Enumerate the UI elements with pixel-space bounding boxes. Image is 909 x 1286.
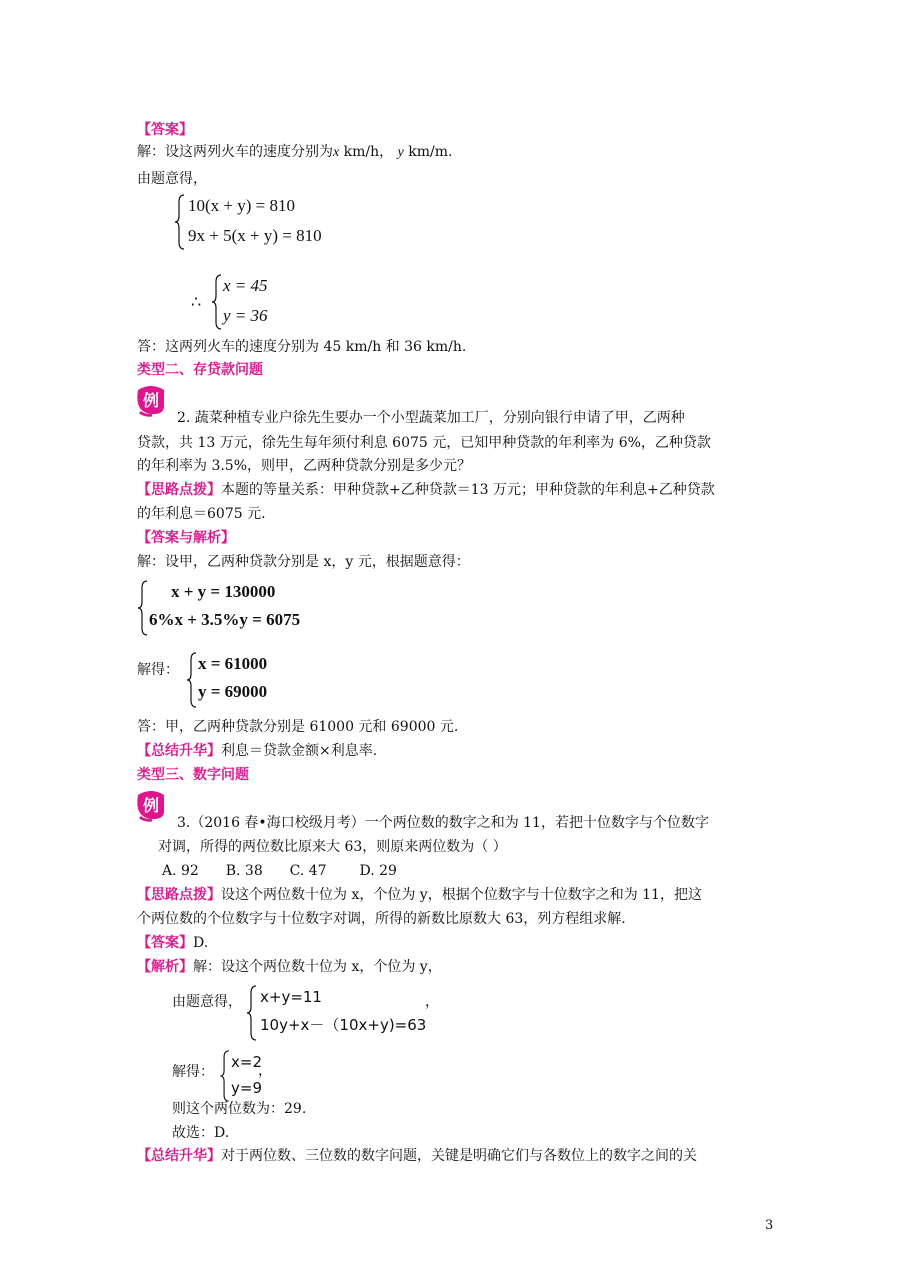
equation-3a: x+y=11: [260, 988, 322, 1006]
equation-2: 9x + 5(x + y) = 810: [188, 226, 322, 245]
var-x: x: [333, 145, 340, 160]
analysis-tag: 【解析】: [137, 959, 193, 975]
solution-system-2: [186, 650, 306, 710]
problem2-line2: 贷款，共 13 万元，徐先生每年须付利息 6075 元，已知甲种贷款的年利率为 6%，乙种贷款: [137, 435, 711, 451]
summary-text: 利息＝贷款金额×利息率.: [221, 743, 378, 759]
equation-3b: 10y+x－（10x+y)=63: [260, 1016, 427, 1034]
hint-text: 设这个两位数十位为 x，个位为 y，根据个位数字与十位数字之和为 11，把这: [221, 887, 702, 903]
left-brace-icon: [174, 194, 186, 250]
example-badge-icon: [134, 384, 168, 418]
conclusion-1: 答：这两列火车的速度分别为 45 km/h 和 36 km/h.: [137, 339, 467, 355]
problem2-line1: 2. 蔬菜种植专业户徐先生要办一个小型蔬菜加工厂，分别向银行申请了甲，乙两种: [177, 410, 685, 426]
answer-tag: 【答案】: [137, 935, 193, 951]
option-d: D. 29: [359, 863, 397, 879]
hint3-line2: 个两位数的个位数字与十位数字对调，所得的新数比原数大 63，列方程组求解.: [137, 911, 626, 927]
var-y: y: [397, 145, 404, 160]
hint-tag: 【思路点拨】: [137, 482, 221, 498]
left-brace-icon: [219, 1050, 231, 1102]
badge-label: 例: [142, 796, 160, 815]
hint2-line1: [137, 481, 715, 499]
problem2-line3: 的年利率为 3.5%，则甲，乙两种贷款分别是多少元？: [137, 458, 472, 474]
option-b: B. 38: [225, 863, 263, 879]
solution-system-1: [211, 272, 311, 332]
equation-2b: 6%x + 3.5%y = 6075: [149, 610, 301, 629]
unit-x: km/h，: [339, 144, 394, 160]
left-brace-icon: [137, 580, 149, 636]
left-brace-icon: [186, 652, 198, 708]
summary-text: 对于两位数、三位数的数字问题，关键是明确它们与各数位上的数字之间的关: [221, 1148, 697, 1164]
summary3-line: [137, 1147, 697, 1165]
solution-comma: ，: [258, 1063, 272, 1079]
equation-system-3: [246, 983, 446, 1043]
problem3-line1: 3.（2016 春•海口校级月考）一个两位数的数字之和为 11，若把十位数字与个位数字: [177, 815, 709, 831]
solved-label-3: 解得：: [172, 1064, 214, 1080]
equation-1: 10(x + y) = 810: [188, 196, 295, 215]
solution-3x: x=2: [231, 1053, 262, 1071]
summary-tag: 【总结升华】: [137, 1148, 221, 1164]
equation-comma: ，: [425, 994, 439, 1010]
page-number: 3: [765, 1218, 774, 1233]
hint-text: 本题的等量关系：甲种贷款+乙种贷款＝13 万元；甲种贷款的年利息+乙种贷款: [221, 482, 715, 498]
therefore-symbol: ∴: [191, 292, 202, 311]
badge-label: 例: [142, 391, 160, 410]
answer-tag: 【答案】: [137, 122, 193, 138]
answer-text: D.: [193, 935, 209, 951]
intent-text: 由题意得，: [137, 171, 207, 187]
left-brace-icon: [246, 985, 258, 1041]
options-row: [162, 862, 397, 880]
solution-3y: y=9: [231, 1079, 262, 1097]
solution-x: x = 45: [223, 276, 268, 295]
summary-tag: 【总结升华】: [137, 743, 221, 759]
solved-label-2: 解得：: [137, 662, 179, 678]
unit-y: km/m.: [403, 144, 453, 160]
solution-y: y = 36: [223, 306, 268, 325]
option-c: C. 47: [289, 863, 327, 879]
solve-prefix: 解：设这两列火车的速度分别为: [137, 144, 333, 160]
example-badge-icon: [134, 789, 168, 823]
section-heading-type2: 类型二、存贷款问题: [137, 362, 263, 378]
hint-tag: 【思路点拨】: [137, 887, 221, 903]
choice-line: 故选：D.: [172, 1125, 230, 1141]
equation-2a: x + y = 130000: [171, 582, 276, 601]
conclusion-2: 答：甲，乙两种贷款分别是 61000 元和 69000 元.: [137, 719, 459, 735]
analysis3-line: [137, 958, 442, 976]
analysis-text: 解：设这个两位数十位为 x，个位为 y，: [193, 959, 442, 975]
hint2-line2: 的年利息＝6075 元.: [137, 506, 266, 522]
equation-system-2: [137, 578, 357, 638]
equation-system-1: [174, 192, 374, 252]
number-line: 则这个两位数为：29.: [172, 1101, 307, 1117]
problem3-line2: 对调，所得的两位数比原来大 63，则原来两位数为（ ）: [158, 839, 507, 855]
left-brace-icon: [211, 274, 223, 330]
solve-line-2: 解：设甲，乙两种贷款分别是 x，y 元，根据题意得：: [137, 554, 470, 570]
hint3-line1: [137, 886, 702, 904]
analysis-tag: 【答案与解析】: [137, 530, 235, 546]
intent-text-3: 由题意得，: [172, 994, 242, 1010]
solution-2x: x = 61000: [198, 654, 268, 673]
section-heading-type3: 类型三、数字问题: [137, 767, 249, 783]
summary2-line: [137, 742, 377, 760]
answer3-line: [137, 934, 208, 952]
solve-line: [137, 143, 453, 162]
solution-2y: y = 69000: [198, 682, 268, 701]
option-a: A. 92: [162, 863, 199, 879]
